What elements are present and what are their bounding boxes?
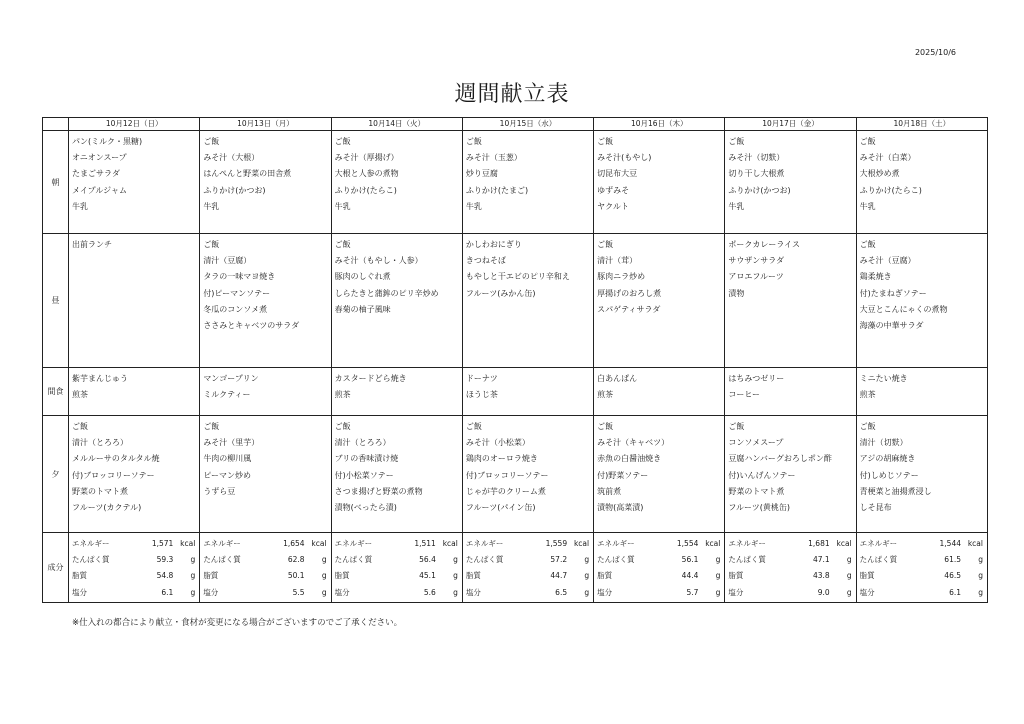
menu-item: 切昆布大豆 [597,169,638,179]
nutrient-value: 1,511 [414,539,436,548]
menu-item: フルーツ(パイン缶) [465,502,536,512]
menu-cell [331,131,462,234]
menu-item: 漬物(高菜漬) [597,502,644,512]
menu-item: みそ汁（厚揚げ） [334,153,399,163]
nutrition-line [203,536,326,552]
nutrient-name: 塩分 [728,587,744,597]
menu-item: 牛乳 [334,201,351,211]
menu-item: みそ汁（玉葱） [465,153,522,163]
nutrition-line [335,552,458,568]
nutrient-value: 1,681 [808,539,830,548]
menu-item: しらたきと蒲鉾のピリ辛炒め [334,288,439,298]
nutrient-value: 50.1 [287,571,305,581]
menu-item: ミニたい焼き [859,374,908,383]
menu-item: ふりかけ(たらこ) [859,185,922,195]
menu-item: ふりかけ(かつお) [728,185,791,195]
nutrient-unit: g [190,571,196,581]
menu-item: ご飯 [203,137,220,146]
nutrient-unit: g [715,571,721,581]
nutrient-value: 54.8 [156,571,174,581]
nutrition-line [597,552,720,568]
nutrient-unit: kcal [442,539,458,548]
menu-item: 煎茶 [597,390,614,400]
menu-item: 清汁（豆腐） [203,256,252,266]
nutrient-value: 44.4 [681,571,699,581]
nutrient-name: エネルギー [334,539,373,548]
menu-cell [200,234,331,368]
menu-cell [69,416,200,533]
menu-item: 漬物 [728,288,745,298]
nutrition-line [72,585,195,601]
menu-item: 白あんぱん [597,374,638,383]
nutrient-name: 塩分 [597,587,613,597]
nutrition-label: 成分 [43,533,69,603]
menu-item: 煎茶 [72,390,89,400]
menu-cell [856,368,987,416]
menu-item: ご飯 [334,422,351,431]
weekly-menu-table [42,117,988,603]
nutrient-value: 5.6 [423,587,436,597]
menu-item: さつま揚げと野菜の煮物 [334,486,423,496]
menu-item: 鶏肉のオーロラ焼き [465,454,538,464]
corner-cell [43,118,69,131]
nutrient-name: 脂質 [203,571,219,581]
menu-item: 付)ピーマンソテー [203,288,271,298]
menu-item: ふりかけ(かつお) [203,185,266,195]
menu-item: 付)ブロッコリーソテー [465,470,549,480]
nutrition-line [597,585,720,601]
menu-item: 炒り豆腐 [465,169,498,179]
nutrient-unit: g [584,571,590,581]
menu-cell [200,416,331,533]
nutrient-value: 47.1 [812,555,830,565]
nutrition-line [860,552,983,568]
issue-date: 2025/10/6 [914,48,956,57]
menu-item: はちみつゼリー [728,374,785,383]
menu-item: しそ昆布 [859,502,892,512]
menu-item: みそ汁（里芋） [203,438,260,448]
menu-item: 牛乳 [72,201,89,211]
menu-item: 付)たまねぎソテー [859,288,927,298]
menu-item: ご飯 [728,422,745,431]
nutrition-cell [331,533,462,603]
nutrient-value: 56.1 [681,555,699,565]
nutrition-row [43,533,988,603]
menu-cell [462,131,593,234]
nutrient-name: たんぱく質 [728,555,766,565]
menu-item: スパゲティサラダ [597,304,661,314]
meal-row [43,368,988,416]
menu-item: タラの一味マヨ焼き [203,272,276,282]
menu-item: 清汁（とろろ） [334,438,391,448]
nutrient-unit: g [453,571,458,581]
menu-cell [856,416,987,533]
nutrient-unit: g [978,555,983,565]
nutrient-unit: kcal [573,539,590,548]
day-header-row [43,118,988,131]
nutrient-unit: kcal [311,539,327,548]
menu-item: 牛肉の柳川風 [203,454,252,464]
menu-item: 海藻の中華サラダ [859,320,924,330]
menu-item: かしわおにぎり [465,240,522,249]
menu-item: 清汁（とろろ） [72,438,129,448]
nutrient-value: 44.7 [550,571,568,581]
nutrient-value: 1,654 [283,539,305,548]
menu-cell [331,234,462,368]
menu-item: みそ汁（もやし・人参） [334,256,423,266]
menu-cell [69,234,200,368]
nutrition-line [466,585,589,601]
nutrition-line [597,536,720,552]
menu-item: ドーナツ [465,374,498,383]
menu-item: みそ汁（小松菜） [465,438,530,448]
menu-item: みそ汁（大根） [203,153,260,163]
page-title: 週間献立表 [454,81,570,107]
meal-label: 間食 [43,368,69,416]
menu-item: コーヒー [728,390,761,400]
nutrient-name: 脂質 [859,571,875,581]
menu-item: ほうじ茶 [465,390,498,400]
menu-cell [856,234,987,368]
nutrition-cell [462,533,593,603]
nutrient-value: 61.5 [944,555,961,565]
menu-item: ゆずみそ [597,185,630,195]
menu-item: ご飯 [728,137,745,146]
nutrition-line [72,552,195,568]
menu-item: ピーマン炒め [203,470,251,480]
menu-item: みそ汁（豆腐） [859,256,916,266]
nutrient-unit: g [190,555,196,565]
nutrient-name: 塩分 [334,587,350,597]
menu-item: ご飯 [859,422,876,431]
nutrient-value: 6.1 [949,587,961,597]
menu-item: ご飯 [597,240,614,249]
nutrient-value: 56.4 [419,555,436,565]
nutrient-name: エネルギー [72,539,110,548]
menu-item: 筑前煮 [597,486,622,496]
menu-item: 切り干し大根煮 [728,169,785,179]
nutrient-unit: g [453,587,458,597]
menu-cell [594,234,725,368]
nutrient-name: エネルギー [465,539,504,548]
menu-item: ご飯 [72,422,89,431]
menu-item: 冬瓜のコンソメ煮 [203,304,268,314]
menu-item: 付)ブロッコリーソテー [72,470,155,480]
menu-cell [69,368,200,416]
menu-cell [725,131,856,234]
nutrient-value: 59.3 [156,555,174,565]
menu-item: みそ汁（白菜） [859,153,916,163]
menu-item: ご飯 [465,137,482,146]
meal-label: 朝 [43,131,69,234]
menu-item: 大根と人参の煮物 [334,169,399,179]
nutrition-cell [594,533,725,603]
menu-item: みそ汁（切麩） [728,153,785,163]
nutrition-line [72,568,195,584]
nutrient-value: 43.8 [812,571,830,581]
menu-item: ご飯 [597,422,614,431]
nutrient-value: 1,554 [676,539,699,548]
nutrition-line [335,568,458,584]
menu-item: はんぺんと野菜の田舎煮 [203,169,292,179]
nutrition-line [860,536,983,552]
menu-item: フルーツ(みかん缶) [465,288,536,298]
nutrient-name: 脂質 [334,571,350,581]
menu-item: 付)いんげんソテー [728,470,796,480]
nutrition-line [728,568,851,584]
menu-item: 牛乳 [203,201,220,211]
nutrient-value: 5.5 [292,587,305,597]
menu-item: ささみとキャベツのサラダ [203,320,300,330]
menu-item: ふりかけ(たらこ) [334,185,397,195]
menu-cell [725,416,856,533]
menu-item: カスタードどら焼き [334,374,407,383]
menu-cell [462,368,593,416]
nutrition-line [728,536,851,552]
menu-item: フルーツ(カクテル) [72,502,142,512]
nutrient-value: 5.7 [686,587,699,597]
nutrition-line [335,585,458,601]
menu-item: ご飯 [334,137,351,146]
menu-cell [594,416,725,533]
menu-item: 牛乳 [859,201,876,211]
nutrient-unit: g [978,587,983,597]
day-header: 10月12日（日） [69,118,200,131]
nutrient-unit: g [321,555,327,565]
nutrient-name: 脂質 [72,571,88,581]
menu-item: 野菜のトマト煮 [72,486,129,496]
menu-item: パン(ミルク・黒糖) [72,137,143,146]
nutrient-unit: kcal [705,539,721,548]
nutrient-value: 45.1 [419,571,436,581]
menu-item: メイプルジャム [72,185,127,195]
nutrition-line [597,568,720,584]
nutrition-cell [856,533,987,603]
nutrient-name: エネルギー [859,539,898,548]
menu-item: じゃが芋のクリーム煮 [465,486,546,496]
nutrient-unit: g [321,587,327,597]
footer-note: ※仕入れの都合により献立・食材が変更になる場合がございますのでご了承ください。 [72,618,403,628]
day-header: 10月18日（土） [856,118,987,131]
nutrient-name: たんぱく質 [597,555,635,565]
menu-item: もやしと干エビのピリ辛和え [465,272,570,282]
menu-item: ご飯 [203,422,220,431]
menu-item: 付)小松菜ソテー [334,470,394,480]
menu-item: 豚肉のしぐれ煮 [334,272,391,282]
menu-cell [462,234,593,368]
nutrient-name: エネルギー [728,539,766,548]
menu-cell [69,131,200,234]
menu-item: 赤魚の白醤油焼き [597,454,662,464]
menu-item: 厚揚げのおろし煮 [597,288,662,298]
menu-item: ヤクルト [597,201,629,211]
nutrient-value: 9.0 [817,587,830,597]
meal-row [43,416,988,533]
menu-item: 大根炒め煮 [859,169,900,179]
nutrient-name: たんぱく質 [859,555,898,565]
menu-item: 煎茶 [334,390,351,400]
menu-item: たまごサラダ [72,169,120,179]
nutrient-name: 塩分 [72,587,88,597]
menu-item: 大豆とこんにゃくの煮物 [859,304,948,314]
menu-item: 豆腐ハンバーグおろしポン酢 [728,454,832,464]
menu-item: 豚肉ニラ炒め [597,272,646,282]
menu-item: コンソメスープ [728,438,784,448]
meal-row [43,234,988,368]
menu-cell [725,234,856,368]
nutrient-unit: g [584,555,590,565]
menu-item: みそ汁(もやし) [597,153,652,163]
nutrition-cell [200,533,331,603]
nutrient-value: 1,571 [151,539,174,548]
menu-cell [331,368,462,416]
day-header: 10月16日（木） [594,118,725,131]
menu-cell [594,131,725,234]
nutrition-line [728,552,851,568]
nutrition-line [728,585,851,601]
nutrient-name: たんぱく質 [465,555,504,565]
nutrient-unit: g [190,587,196,597]
nutrient-value: 6.1 [161,587,174,597]
menu-cell [462,416,593,533]
nutrient-unit: g [321,571,327,581]
nutrition-line [335,536,458,552]
menu-item: ご飯 [859,137,876,146]
day-header: 10月17日（金） [725,118,856,131]
menu-item: 漬物(べったら漬) [334,502,397,512]
nutrient-unit: kcal [967,539,983,548]
menu-item: 春菊の柚子風味 [334,304,391,314]
menu-item: 清汁（切麩） [859,438,908,448]
menu-item: ご飯 [465,422,482,431]
menu-item: サウザンサラダ [728,256,785,266]
menu-cell [200,368,331,416]
nutrient-value: 46.5 [944,571,961,581]
nutrition-line [203,585,326,601]
nutrient-unit: g [453,555,458,565]
menu-item: 紫芋まんじゅう [72,374,129,383]
nutrient-value: 57.2 [550,555,568,565]
nutrient-value: 62.8 [287,555,305,565]
menu-item: フルーツ(黄桃缶) [728,502,790,512]
nutrient-unit: g [715,555,721,565]
nutrient-unit: g [846,555,852,565]
nutrient-name: 塩分 [859,587,875,597]
meal-label: 昼 [43,234,69,368]
nutrient-unit: g [715,587,721,597]
menu-item: オニオンスープ [72,153,127,163]
nutrient-name: たんぱく質 [72,555,110,565]
menu-item: ふりかけ(たまご) [465,185,529,195]
day-header: 10月13日（月） [200,118,331,131]
menu-item: ご飯 [859,240,876,249]
nutrition-line [466,536,589,552]
menu-item: ご飯 [597,137,614,146]
menu-item: メルルーサのタルタル焼 [72,454,160,464]
menu-item: 出前ランチ [72,240,113,249]
menu-cell [200,131,331,234]
menu-item: 煎茶 [859,390,876,400]
nutrition-line [860,568,983,584]
nutrient-unit: g [584,587,590,597]
menu-item: ご飯 [334,240,351,249]
nutrient-name: 塩分 [203,587,219,597]
menu-item: マンゴープリン [203,374,259,383]
nutrient-unit: kcal [836,539,852,548]
menu-item: 清汁（茸） [597,256,638,266]
menu-item: 鶏柔焼き [859,272,892,282]
menu-item: 付)しめじソテー [859,470,919,480]
nutrient-name: 塩分 [465,587,481,597]
menu-item: 付)野菜ソテー [597,470,649,480]
nutrient-unit: g [978,571,983,581]
nutrient-name: たんぱく質 [203,555,241,565]
nutrient-unit: g [846,587,852,597]
menu-item: きつねそば [465,256,506,266]
menu-item: ミルクティー [203,390,251,400]
nutrition-line [203,552,326,568]
nutrition-line [466,568,589,584]
meal-row [43,131,988,234]
nutrient-name: エネルギー [203,539,241,548]
nutrient-name: 脂質 [728,571,744,581]
meal-label: 夕 [43,416,69,533]
menu-item: うずら豆 [203,486,236,496]
menu-cell [725,368,856,416]
menu-item: 牛乳 [728,201,745,211]
menu-item: アジの胡麻焼き [859,454,916,464]
nutrient-unit: g [846,571,852,581]
nutrition-cell [725,533,856,603]
menu-item: ポークカレーライス [728,240,801,249]
nutrient-name: たんぱく質 [334,555,373,565]
nutrition-line [203,568,326,584]
menu-item: 青梗菜と油揚煮浸し [859,486,932,496]
menu-item: 野菜のトマト煮 [728,486,785,496]
nutrition-line [860,585,983,601]
nutrient-name: エネルギー [597,539,635,548]
menu-item: みそ汁（キャベツ） [597,438,670,448]
menu-cell [856,131,987,234]
menu-item: ブリの香味漬け焼 [334,454,399,464]
nutrient-value: 1,544 [939,539,961,548]
nutrition-line [72,536,195,552]
nutrient-name: 脂質 [597,571,613,581]
nutrition-line [466,552,589,568]
day-header: 10月15日（水） [462,118,593,131]
menu-item: アロエフルーツ [728,272,784,282]
menu-item: 牛乳 [465,201,482,211]
menu-cell [331,416,462,533]
menu-item: ご飯 [203,240,220,249]
nutrient-value: 1,559 [545,539,568,548]
nutrient-unit: kcal [180,539,196,548]
nutrient-name: 脂質 [465,571,481,581]
nutrient-value: 6.5 [555,587,568,597]
day-header: 10月14日（火） [331,118,462,131]
menu-cell [594,368,725,416]
nutrition-cell [69,533,200,603]
